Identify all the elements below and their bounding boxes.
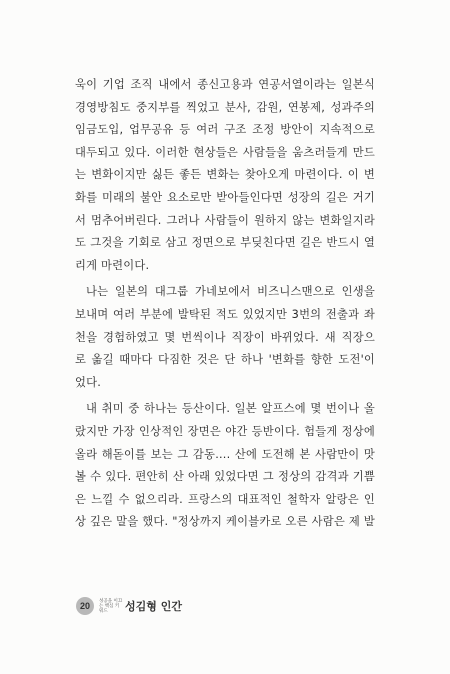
page-footer	[76, 596, 182, 616]
text-line: 경영방침도 중지부를 찍었고 분사, 감원, 연봉제, 성과주의	[75, 100, 375, 114]
text-line: 나는 일본의 대그룹 가네보에서 비즈니스맨으로 인생을	[86, 285, 375, 299]
text-line: 은 느낄 수 없으리라. 프랑스의 대표적인 철학자 알랑은 인	[75, 492, 375, 506]
body-text	[75, 74, 375, 534]
page-number: 20	[76, 597, 94, 615]
text-line: 리게 마련이다.	[75, 258, 150, 272]
text-line: 욱이 기업 조직 내에서 종신고용과 연공서열이라는 일본식	[75, 78, 375, 91]
paragraph-1	[75, 74, 375, 277]
text-line: 도 그것을 기회로 삼고 정면으로 부딪친다면 길은 반드시 열	[75, 236, 375, 250]
text-line: 화를 미래의 불안 요소로만 받아들인다면 성장의 길은 거기	[75, 190, 375, 204]
text-line: 볼 수 있다. 편안히 산 아래 있었다면 그 정상의 감격과 기쁨	[75, 470, 375, 484]
text-line: 랐지만 가장 인상적인 장면은 야간 등반이다. 험들게 정상에	[75, 424, 375, 438]
text-line: 천을 경험하였고 몇 번씩이나 직장이 바뀌었다. 새 직장으	[75, 330, 375, 344]
text-line: 로 옮길 때마다 다짐한 것은 단 하나 '변화를 향한 도전'이	[75, 353, 375, 367]
book-title: 성김형 인간	[125, 600, 182, 613]
text-line: 서 멈추어버린다. 그러나 사람들이 원하지 않는 변화일지라	[75, 213, 375, 227]
text-line: 임금도입, 업무공유 등 여러 구조 조정 방안이 지속적으로	[75, 123, 375, 137]
text-line: 올라 해돋이를 보는 그 감동…. 산에 도전해 본 사람만이 맛	[75, 447, 375, 461]
text-line: 보내며 여러 부분에 발탁된 적도 있었지만 3번의 전출과 좌	[75, 307, 375, 321]
text-line: 대두되고 있다. 이러한 현상들은 사람들을 움츠러들게 만드	[75, 145, 375, 159]
text-line: 는 변화이지만 싫든 좋든 변화는 찾아오게 마련이다. 이 변	[75, 168, 375, 182]
paragraph-3	[75, 398, 375, 534]
book-subtitle: 성공을 이끄는 핵심 키워드	[99, 598, 123, 614]
paragraph-2	[75, 281, 375, 394]
text-line: 내 취미 중 하나는 등산이다. 일본 알프스에 몇 번이나 올	[86, 402, 375, 416]
text-line: 상 깊은 말을 했다. "정상까지 케이블카로 오른 사람은 제 발	[75, 515, 375, 529]
text-line: 었다.	[75, 375, 102, 389]
